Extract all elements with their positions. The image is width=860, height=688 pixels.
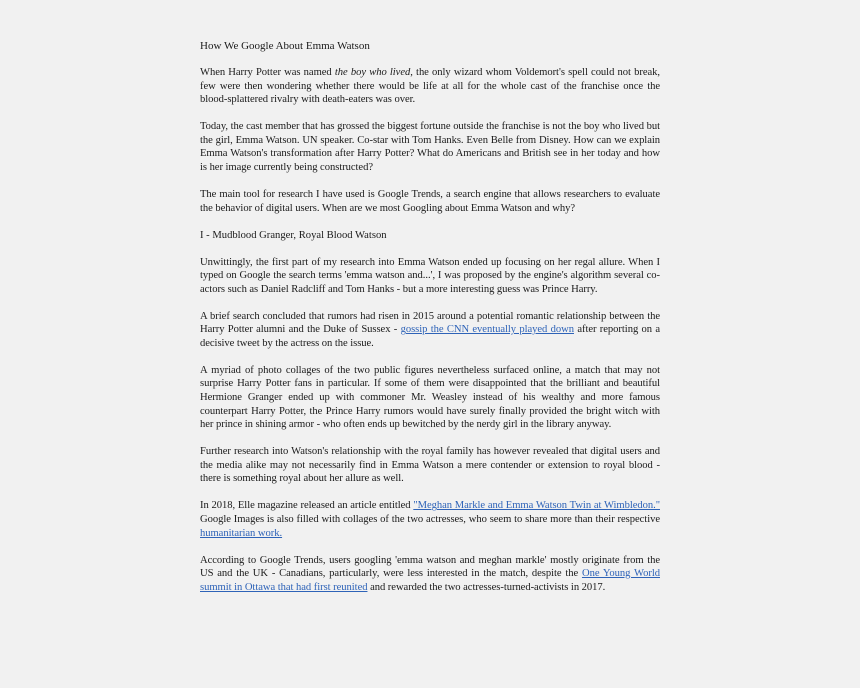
paragraph-method: The main tool for research I have used is Google Trends, a search engine that allows researchers to evaluate the behavior of digital users. When are we most Googling about Emma Watson and why? [200,188,660,214]
paragraph-cast: Today, the cast member that has grossed the biggest fortune outside the franchise is not the boy who lived but the girl, Emma Watson. UN speaker. Co-star with Tom Hanks. Even Belle from Disney. How can we explain Emma Watson's transformation after Harry Potter? What do Americans and British see in her today and how is her image currently being constructed? [200,121,660,173]
paragraph-trends: According to Google Trends, users googling 'emma watson and meghan markle' mostly originate from the US and the UK - Canadians, particularly, were less interested in the match, despite the One Young World summit in Ottawa that had first reunited and rewarded the two actresses-turned-activists in 2017. [200,554,660,593]
paragraph-rumors: A brief search concluded that rumors had risen in 2015 around a potential romantic relationship between the Harry Potter alumni and the Duke of Sussex - gossip the CNN eventually played down after reporting on a decisive tweet by the actress on the issue. [200,310,660,349]
humanitarian-work-link[interactable]: humanitarian work. [200,527,283,539]
section-heading: I - Mudblood Granger, Royal Blood Watson [200,229,387,241]
document-title: How We Google About Emma Watson [200,40,370,52]
cnn-gossip-link[interactable]: gossip the CNN eventually played down [400,324,574,336]
paragraph-search: Unwittingly, the first part of my research into Emma Watson ended up focusing on her regal allure. When I typed on Google the search terms 'emma watson and...', I was proposed by the engine's algorithm several co-actors such as Daniel Radcliff and Tom Hanks - but a more interesting guess was Prince Harry. [200,256,660,295]
paragraph-elle: In 2018, Elle magazine released an article entitled "Meghan Markle and Emma Watson Twin at Wimbledon." Google Images is also filled with collages of the two actresses, who seem to share more than their respective humanitarian work. [200,500,660,539]
emphasis-boy-who-lived: the boy who lived [334,67,411,78]
elle-article-link[interactable]: "Meghan Markle and Emma Watson Twin at Wimbledon." [413,500,660,512]
one-young-world-link[interactable]: One Young World summit in Ottawa that had first reunited [200,568,660,593]
paragraph-royal: Further research into Watson's relationship with the royal family has however revealed that digital users and the media alike may not necessarily find in Emma Watson a mere contender or extension to royal blood - there is something royal about her allure as well. [200,446,660,485]
paragraph-collages: A myriad of photo collages of the two public figures nevertheless surfaced online, a match that may not surprise Harry Potter fans in particular. If some of them were disappointed that the brilliant and beautiful Hermione Granger ended up with commoner Mr. Weasley instead of his wealthy and more famous counterpart Harry Potter, the Prince Harry rumors would have surely finally provided the bright witch with her prince in shining armor - who often ends up bewitched by the nerdy girl in the library anyway. [200,364,660,431]
paragraph-intro: When Harry Potter was named the boy who lived, the only wizard whom Voldemort's spell could not break, few were then wondering whether there would be life at all for the whole cast of the franchise once the blood-splattered rivalry with death-eaters was over. [200,67,660,106]
